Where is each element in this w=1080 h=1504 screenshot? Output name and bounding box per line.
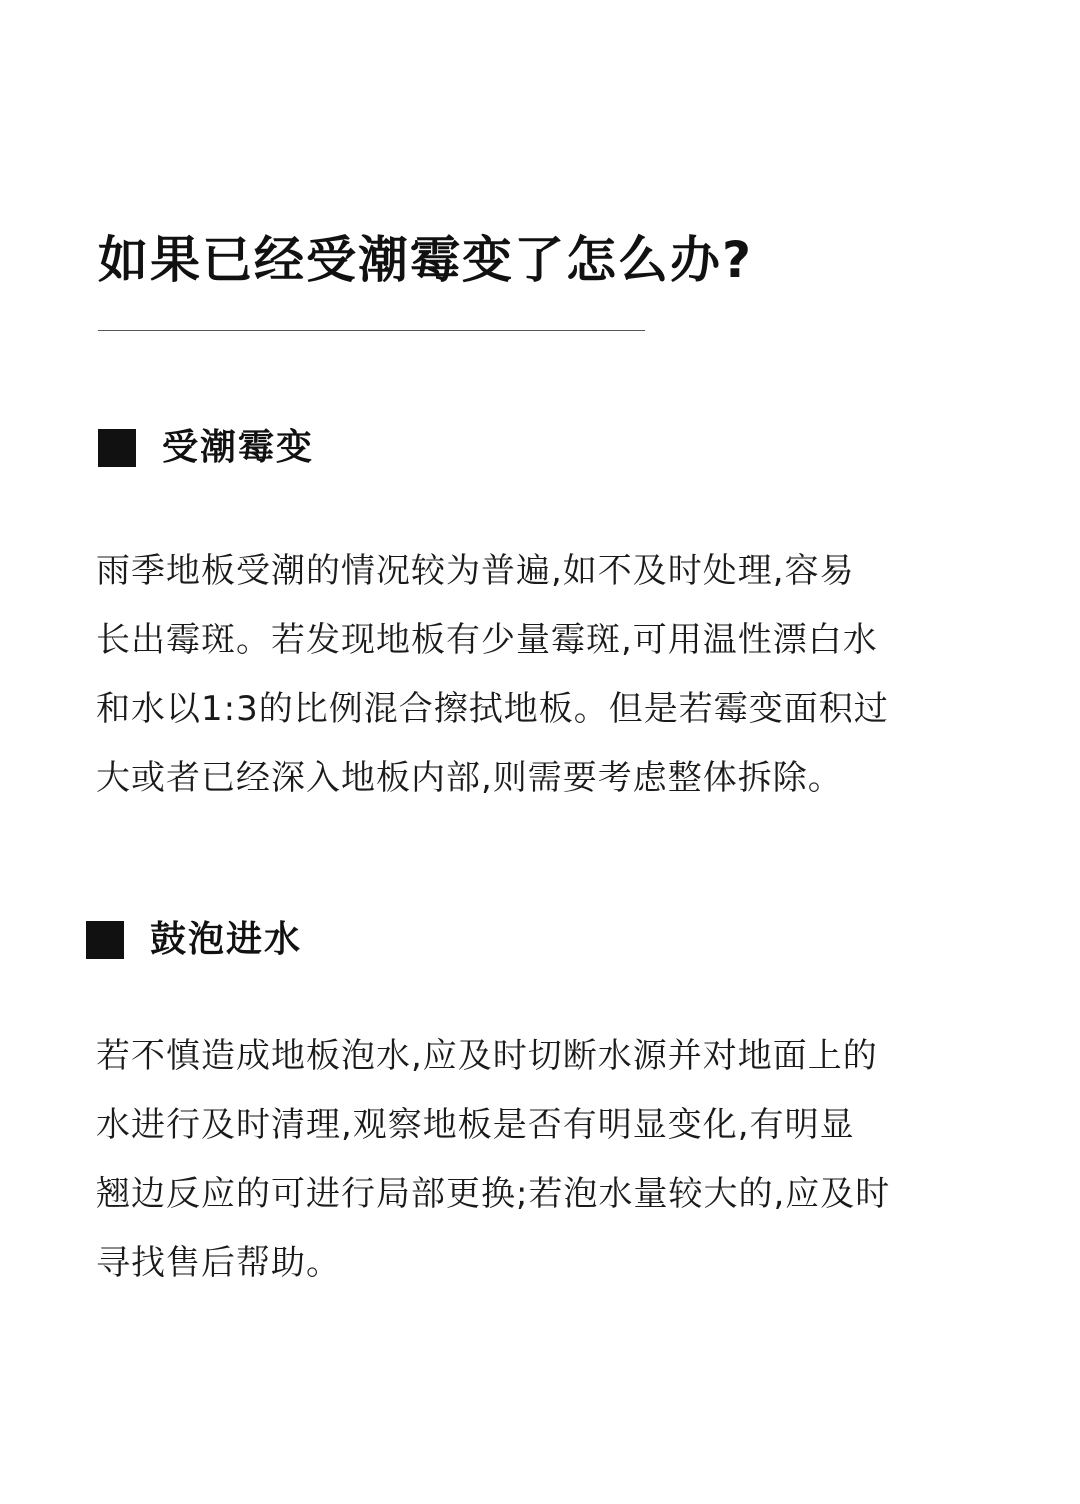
page-title: 如果已经受潮霉变了怎么办? bbox=[98, 231, 754, 289]
paragraph-line: 长出霉斑。若发现地板有少量霉斑,可用温性漂白水 bbox=[96, 620, 878, 660]
square-bullet-icon bbox=[98, 429, 136, 467]
section-title: 鼓泡进水 bbox=[150, 919, 303, 960]
section-heading-mold bbox=[98, 426, 314, 470]
section-heading-water bbox=[86, 918, 302, 962]
paragraph-line: 翘边反应的可进行局部更换;若泡水量较大的,应及时 bbox=[96, 1174, 891, 1214]
section-title: 受潮霉变 bbox=[162, 427, 315, 468]
paragraph-line: 若不慎造成地板泡水,应及时切断水源并对地面上的 bbox=[96, 1036, 878, 1076]
paragraph-line: 寻找售后帮助。 bbox=[96, 1243, 341, 1283]
title-divider bbox=[98, 330, 645, 331]
paragraph-line: 和水以1:3的比例混合擦拭地板。但是若霉变面积过 bbox=[96, 689, 889, 729]
paragraph-line: 大或者已经深入地板内部,则需要考虑整体拆除。 bbox=[96, 758, 843, 798]
paragraph-line: 水进行及时清理,观察地板是否有明显变化,有明显 bbox=[96, 1105, 855, 1145]
paragraph-line: 雨季地板受潮的情况较为普遍,如不及时处理,容易 bbox=[96, 551, 855, 591]
square-bullet-icon bbox=[86, 921, 124, 959]
